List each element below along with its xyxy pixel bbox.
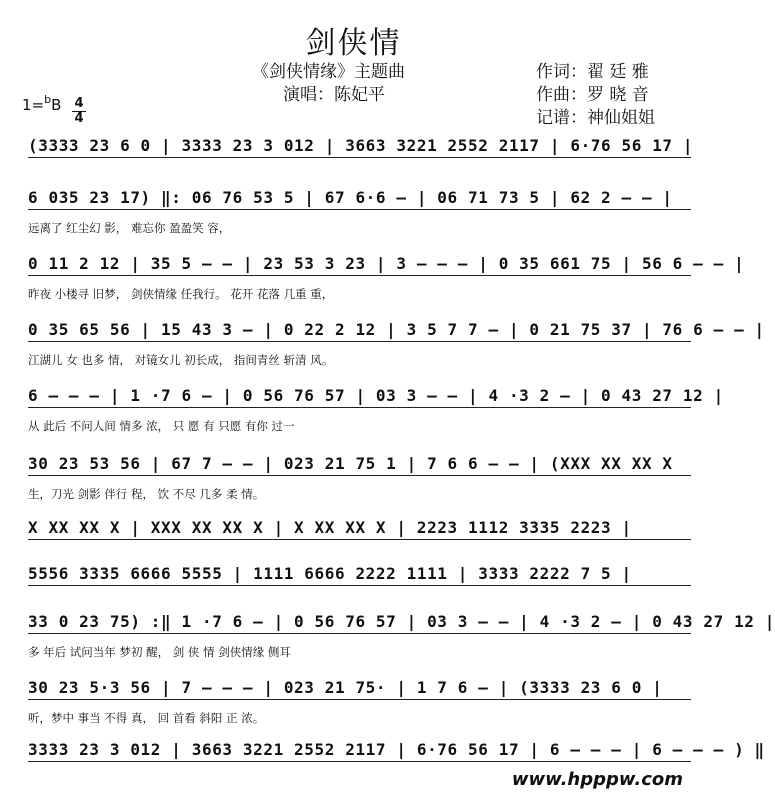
score-line [28, 452, 691, 508]
key-prefix: 1= [22, 96, 45, 114]
lyric-row: 生，刀光 剑影 伴行 程， 饮 不尽 几多 柔 情。 [28, 487, 265, 501]
key-signature [22, 93, 62, 114]
notation-row: (3333 23 6 0 | 3333 23 3 012 | 3663 3221 2552 2117 | 6·76 56 17 | [28, 136, 694, 155]
time-bottom: 4 [74, 111, 84, 126]
lyricist-credit: 作词：翟 廷 雅 [536, 62, 649, 82]
notation-row: 0 11 2 12 | 35 5 – – | 23 53 3 23 | 3 – – – | 0 35 661 75 | 56 6 – – | [28, 254, 745, 273]
beam-underline [28, 275, 691, 276]
notation-row: 3333 23 3 012 | 3663 3221 2552 2117 | 6·76 56 17 | 6 – – – | 6 – – – ) ‖ [28, 740, 765, 759]
notation-row: 6 035 23 17) ‖: 06 76 53 5 | 67 6·6 – | 06 71 73 5 | 62 2 – – | [28, 188, 673, 207]
beam-underline [28, 475, 691, 476]
notation-row: 6 – – – | 1 ·7 6 – | 0 56 76 57 | 03 3 – – | 4 ·3 2 – | 0 43 27 12 | [28, 386, 724, 405]
notation-row: 33 0 23 75) :‖ 1 ·7 6 – | 0 56 76 57 | 03 3 – – | 4 ·3 2 – | 0 43 27 12 | [28, 612, 775, 631]
watermark: www.hpppw.com [511, 769, 683, 790]
notation-row: 30 23 53 56 | 67 7 – – | 023 21 75 1 | 7 6 6 – – | (XXX XX XX X [28, 454, 673, 473]
lyric-row: 远离了 红尘幻 影， 难忘你 盈盈笑 容， [28, 221, 231, 235]
key-flat: b [44, 93, 52, 106]
score-line [28, 318, 765, 374]
beam-underline [28, 761, 691, 762]
notation-row: X XX XX X | XXX XX XX X | X XX XX X | 2223 1112 3335 2223 | [28, 518, 632, 537]
time-signature [72, 98, 86, 125]
song-subtitle: 《剑侠情缘》主题曲 [252, 62, 405, 82]
lyric-row: 多 年后 试问当年 梦初 醒， 剑 侠 情 剑侠情缘 侧耳 [28, 645, 291, 659]
time-top: 4 [74, 96, 84, 111]
score-line [28, 676, 691, 732]
lyric-row: 昨夜 小楼寻 旧梦， 剑侠情缘 任我行。 花开 花落 几重 重， [28, 287, 334, 301]
lyric-row: 江湖儿 女 也多 情， 对镜女儿 初长成， 指间青丝 斩清 风。 [28, 353, 334, 367]
beam-underline [28, 341, 691, 342]
beam-underline [28, 407, 691, 408]
score-line [28, 134, 694, 190]
beam-underline [28, 539, 691, 540]
notation-row: 5556 3335 6666 5555 | 1111 6666 2222 1111 | 3333 2222 7 5 | [28, 564, 632, 583]
notation-row: 30 23 5·3 56 | 7 – – – | 023 21 75· | 1 7 6 – | (3333 23 6 0 | [28, 678, 663, 697]
beam-underline [28, 699, 691, 700]
lyric-row [28, 168, 691, 186]
score-line [28, 252, 745, 308]
lyric-row: 从 此后 不问人间 情多 浓， 只 愿 有 只愿 有你 过一 [28, 419, 295, 433]
lyric-row: 听，梦中 事当 不得 真， 回 首看 斜阳 正 浓。 [28, 711, 265, 725]
composer-credit: 作曲：罗 晓 音 [536, 85, 649, 105]
score-line [28, 186, 691, 242]
score-line [28, 384, 724, 440]
beam-underline [28, 209, 691, 210]
beam-underline [28, 585, 691, 586]
notation-row: 0 35 65 56 | 15 43 3 – | 0 22 2 12 | 3 5 7 7 – | 0 21 75 37 | 76 6 – – | [28, 320, 765, 339]
beam-underline [28, 157, 691, 158]
key-note: B [51, 96, 62, 114]
beam-underline [28, 633, 691, 634]
song-title: 剑侠情 [305, 26, 402, 61]
singer-credit: 演唱：陈妃平 [283, 85, 385, 105]
transcriber-credit: 记谱：神仙姐姐 [536, 108, 655, 128]
score-line [28, 610, 775, 666]
